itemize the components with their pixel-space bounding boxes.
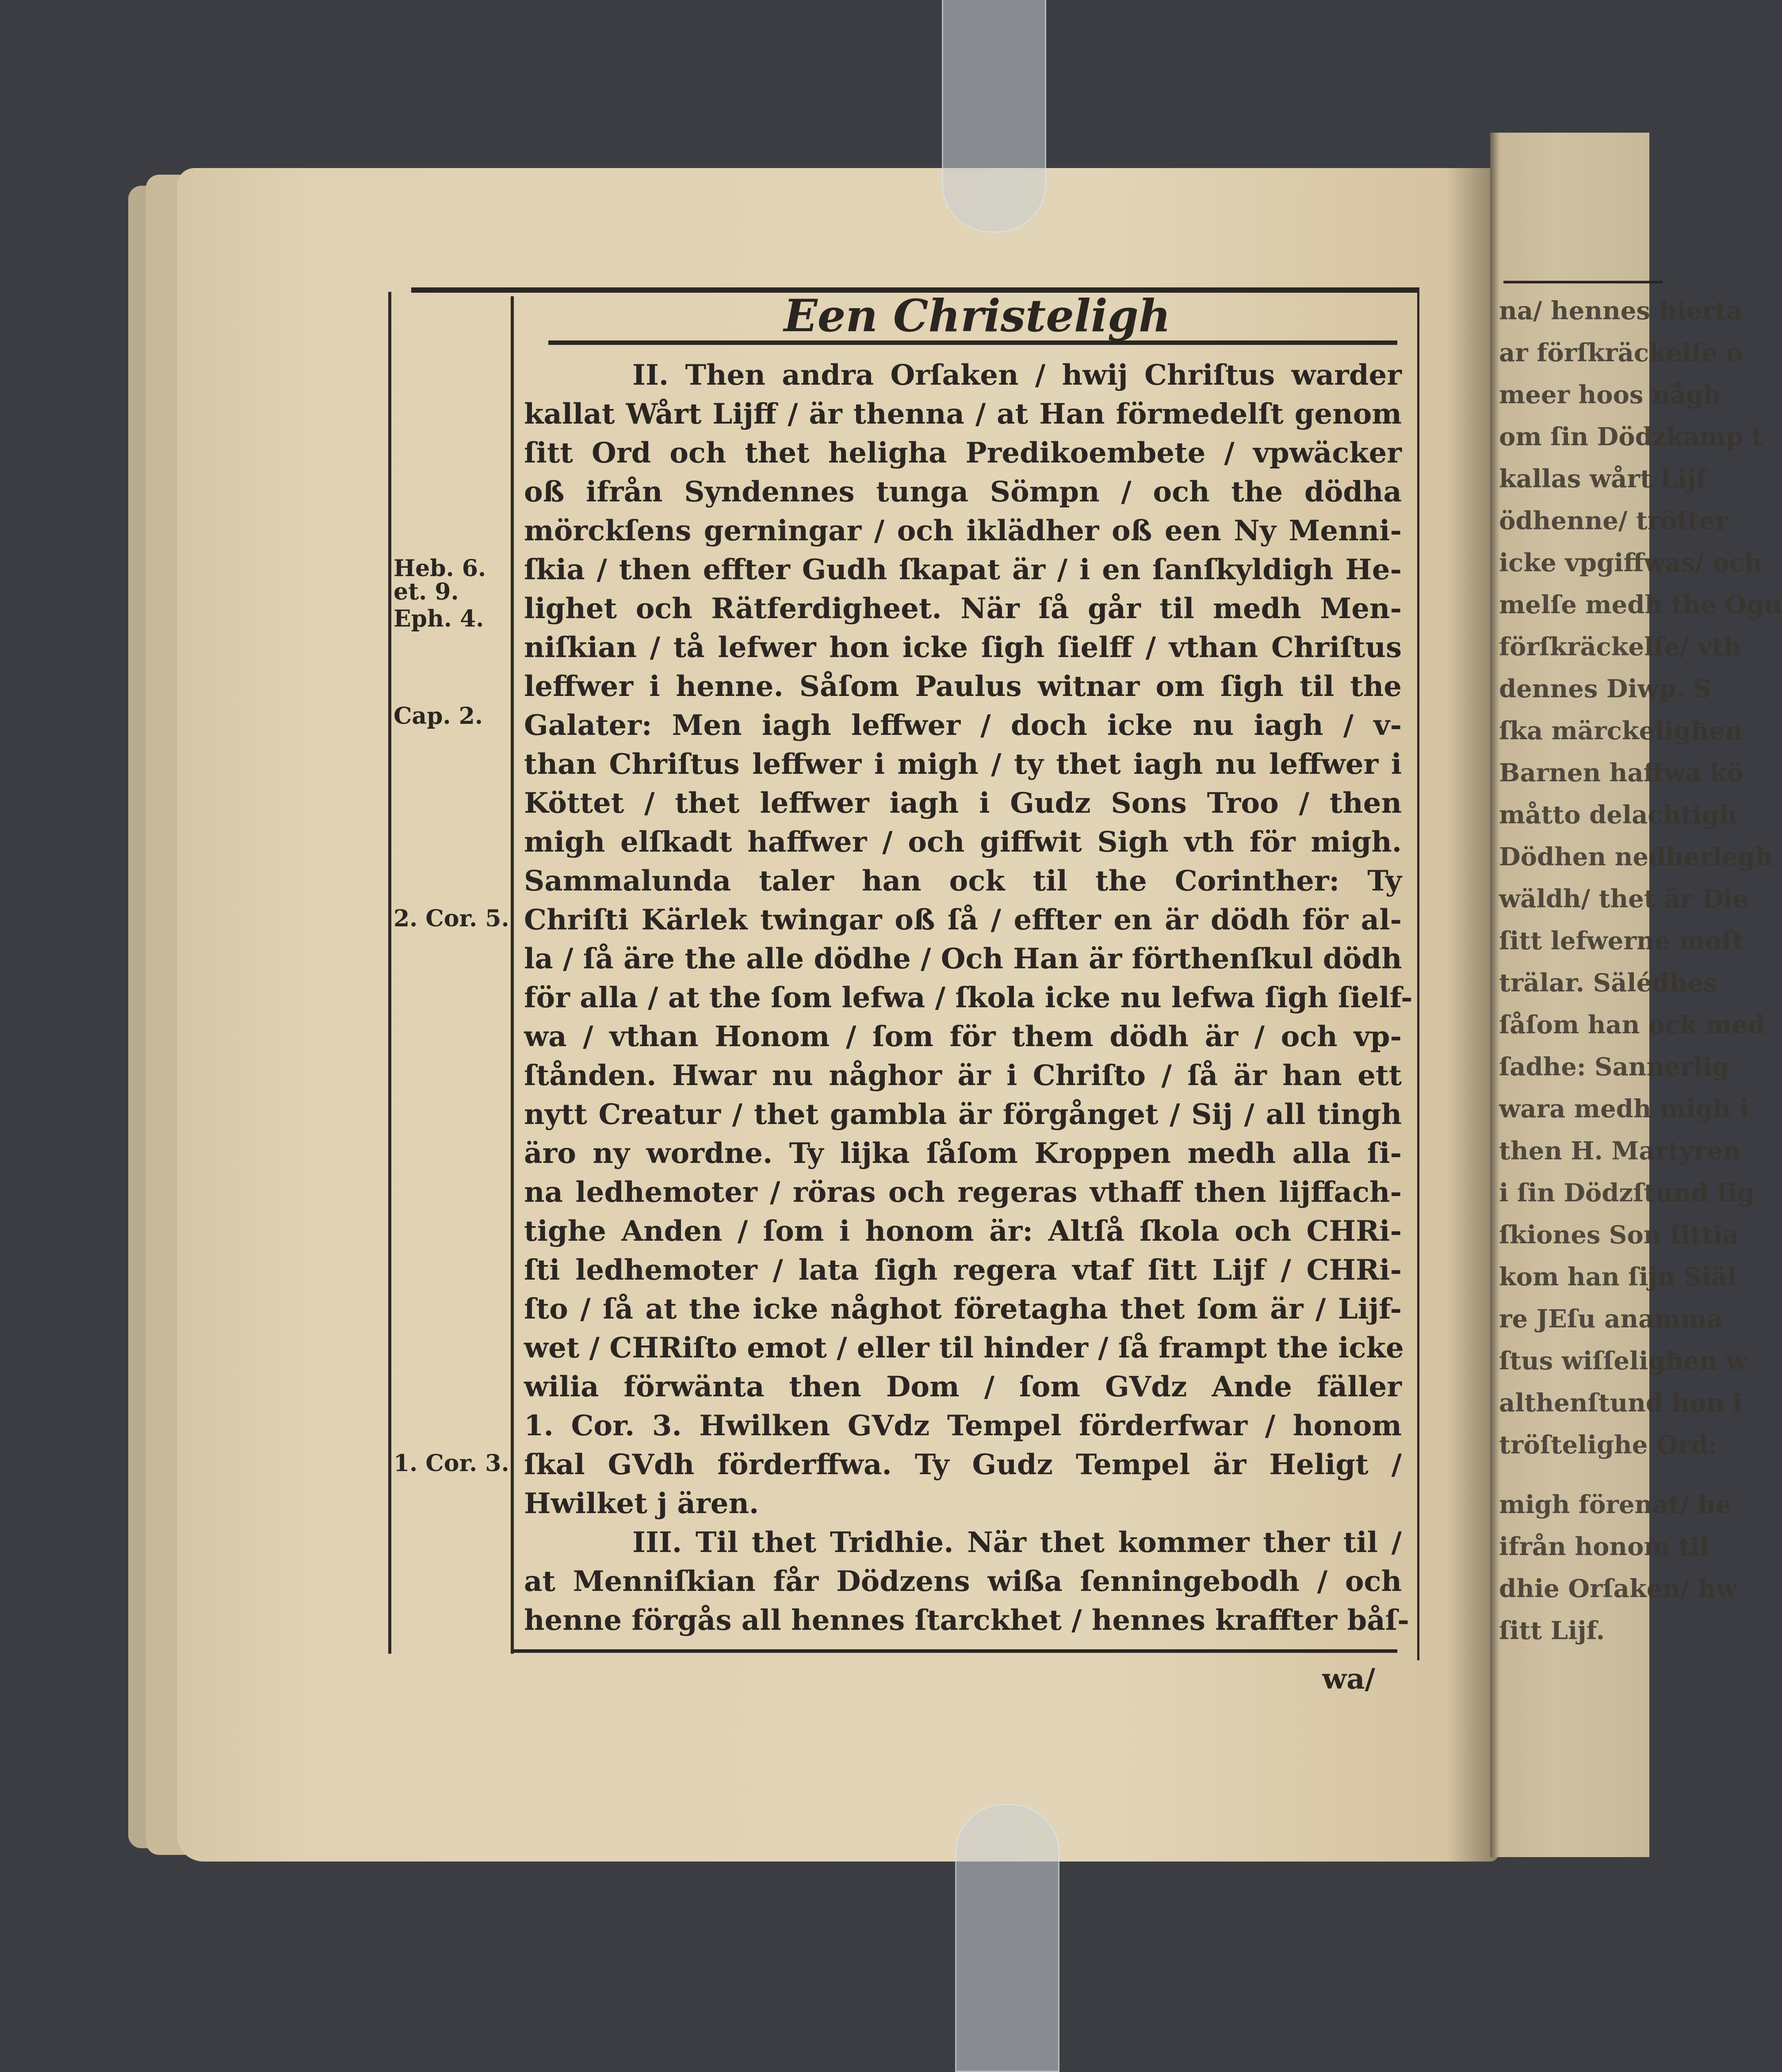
bottom-rule	[513, 1649, 1397, 1653]
right-page-line: måtto delachtigh	[1499, 800, 1737, 830]
right-page	[1490, 133, 1782, 1857]
text-line: ſto / ſå at the icke någhot företagha thet ſom är / Lijf-	[524, 1292, 1402, 1326]
text-line: niſkian / tå lefwer hon icke ſigh ſielff / vthan Chriſtus	[524, 631, 1402, 664]
text-line: Sammalunda taler han ock til the Corinther: Ty	[524, 864, 1402, 898]
text-line: ſti ledhemoter / lata ſigh regera vtaf ſitt Lijf / CHRi-	[524, 1254, 1402, 1287]
text-line: ſitt Ord och thet heligha Predikoembete / vpwäcker	[524, 436, 1402, 470]
right-page-line: kallas wårt Lijf	[1499, 464, 1707, 493]
right-page-line: dennes Diwp. S	[1499, 674, 1711, 703]
right-page-line: i ſin Dödzſtund ſig	[1499, 1178, 1755, 1208]
right-page-line: ſitt lefwerne moſt	[1499, 926, 1744, 956]
text-line: tighe Anden / ſom i honom är: Altſå ſkola och CHRi-	[524, 1215, 1402, 1248]
text-line: nytt Creatur / thet gambla är förgånget / Sij / all tingh	[524, 1098, 1402, 1131]
right-page-line: ſåſom han ock med	[1499, 1010, 1765, 1040]
margin-note: Eph. 4.	[394, 605, 484, 633]
text-line: than Chriſtus leffwer i migh / ty thet iagh nu leffwer i	[524, 748, 1402, 781]
right-page-line: ifrån honom til	[1499, 1532, 1709, 1561]
page-clip-top	[942, 0, 1046, 233]
text-line: leffwer i henne. Såſom Paulus witnar om ſigh til the	[524, 670, 1402, 703]
margin-inner-line	[511, 296, 514, 1654]
right-page-line: meer hoos någh	[1499, 380, 1721, 409]
right-page-line: ödhenne/ tröſter	[1499, 506, 1728, 535]
text-line: ſkal GVdh förderffwa. Ty Gudz Tempel är Heligt /	[524, 1448, 1402, 1481]
text-line: kallat Wårt Lijff / är thenna / at Han förmedelſt genom	[524, 398, 1402, 431]
text-line: oß ifrån Syndennes tunga Sömpn / och the dödha	[524, 475, 1402, 508]
text-line: ſkia / then effter Gudh ſkapat är / i en ſanſkyldigh He-	[524, 553, 1402, 586]
right-page-line: ſka märckeligħen	[1499, 716, 1743, 745]
right-page-line: förſkräckelſe/ vth	[1499, 632, 1742, 661]
right-page-rule	[1503, 281, 1663, 283]
text-line: at Menniſkian får Dödzens wißa ſenningebodh / och	[524, 1565, 1402, 1598]
text-line: ſtånden. Hwar nu någhor är i Chriſto / ſå är han ett	[524, 1059, 1402, 1092]
right-page-line: ſadhe: Sannerlig	[1499, 1052, 1730, 1082]
right-page-line: ſitt Lijf.	[1499, 1616, 1605, 1645]
right-page-line: wäldh/ thet är Die	[1499, 884, 1748, 914]
text-line: 1. Cor. 3. Hwilken GVdz Tempel förderfwar / honom	[524, 1409, 1402, 1442]
right-page-line: dhie Orſaken/ hw	[1499, 1574, 1737, 1603]
right-page-line: migh förenat/ he	[1499, 1490, 1732, 1519]
right-page-line: ar förſkräckelſe o	[1499, 338, 1743, 367]
running-head: Een Christeligh	[784, 290, 1171, 342]
right-page-line: na/ hennes hierta	[1499, 296, 1743, 325]
right-page-line: ſtus wiſſeligħen w	[1499, 1346, 1748, 1376]
margin-note: Heb. 6.	[394, 555, 486, 582]
right-page-line: wara medh migh i	[1499, 1094, 1749, 1124]
right-border-line	[1417, 290, 1419, 1660]
text-line: Galater: Men iagh leffwer / doch icke nu iagh / v-	[524, 709, 1402, 742]
catchword: wa/	[1322, 1663, 1375, 1696]
right-page-line: trälar. Sälédhes	[1499, 968, 1717, 998]
right-page-line: re JEſu anamma	[1499, 1304, 1723, 1334]
right-page-line: om ſin Dödzkamp t	[1499, 422, 1763, 451]
text-line: henne förgås all hennes ſtarckhet / hennes kraffter båſ-	[524, 1604, 1409, 1637]
right-page-line: then H. Martyren	[1499, 1136, 1741, 1166]
text-line: äro ny wordne. Ty lijka ſåſom Kroppen medh alla ſi-	[524, 1137, 1402, 1170]
margin-note: 2. Cor. 5.	[394, 905, 509, 932]
margin-note: 1. Cor. 3.	[394, 1450, 509, 1477]
text-line: wet / CHRiſto emot / eller til hinder / ſå frampt the icke	[524, 1331, 1404, 1365]
right-page-line: althenſtund hon i	[1499, 1388, 1743, 1418]
text-line: na ledhemoter / röras och regeras vthaff then lijffach-	[524, 1176, 1402, 1209]
text-line: wilia förwänta then Dom / ſom GVdz Ande fäller	[524, 1370, 1402, 1403]
text-line: II. Then andra Orſaken / hwij Chriſtus warder	[632, 359, 1402, 392]
text-line: migh elſkadt haffwer / och giffwit Sigh vth för migh.	[524, 826, 1402, 859]
right-page-line: Barnen haffwa kö	[1499, 758, 1744, 788]
text-line: Hwilket j ären.	[524, 1487, 759, 1520]
right-page-line: ſkiones Son ſittia	[1499, 1220, 1739, 1250]
text-line: Köttet / thet leffwer iagh i Gudz Sons Troo / then	[524, 787, 1402, 820]
text-line: wa / vthan Honom / ſom för them dödh är / och vp-	[524, 1020, 1402, 1053]
text-line: för alla / at the ſom lefwa / ſkola icke nu lefwa ſigh ſielf-	[524, 981, 1413, 1014]
right-page-line: kom han ſijn Siäl	[1499, 1262, 1737, 1292]
page-clip-bottom	[955, 1804, 1059, 2072]
margin-note: et. 9.	[394, 578, 459, 605]
text-line: III. Til thet Tridhie. När thet kommer ther til /	[632, 1526, 1402, 1559]
margin-outer-line	[388, 292, 391, 1654]
text-line: mörckſens gerningar / och iklädher oß een Ny Menni-	[524, 514, 1402, 547]
text-line: la / ſå äre the alle dödhe / Och Han är förthenſkul dödh	[524, 942, 1402, 975]
right-page-line: tröſtelighe Ord:	[1499, 1430, 1717, 1460]
right-page-line: melſe medh the Ogu	[1499, 590, 1782, 619]
text-line: Chriſti Kärlek twingar oß ſå / effter en är dödh för al-	[524, 903, 1402, 937]
margin-note: Cap. 2.	[394, 703, 483, 730]
right-page-line: icke vpgiffwas/ och	[1499, 548, 1763, 577]
text-line: lighet och Rätferdigheet. När ſå går til medh Men-	[524, 592, 1402, 625]
right-page-line: Dödhen nedherlegh	[1499, 842, 1773, 872]
